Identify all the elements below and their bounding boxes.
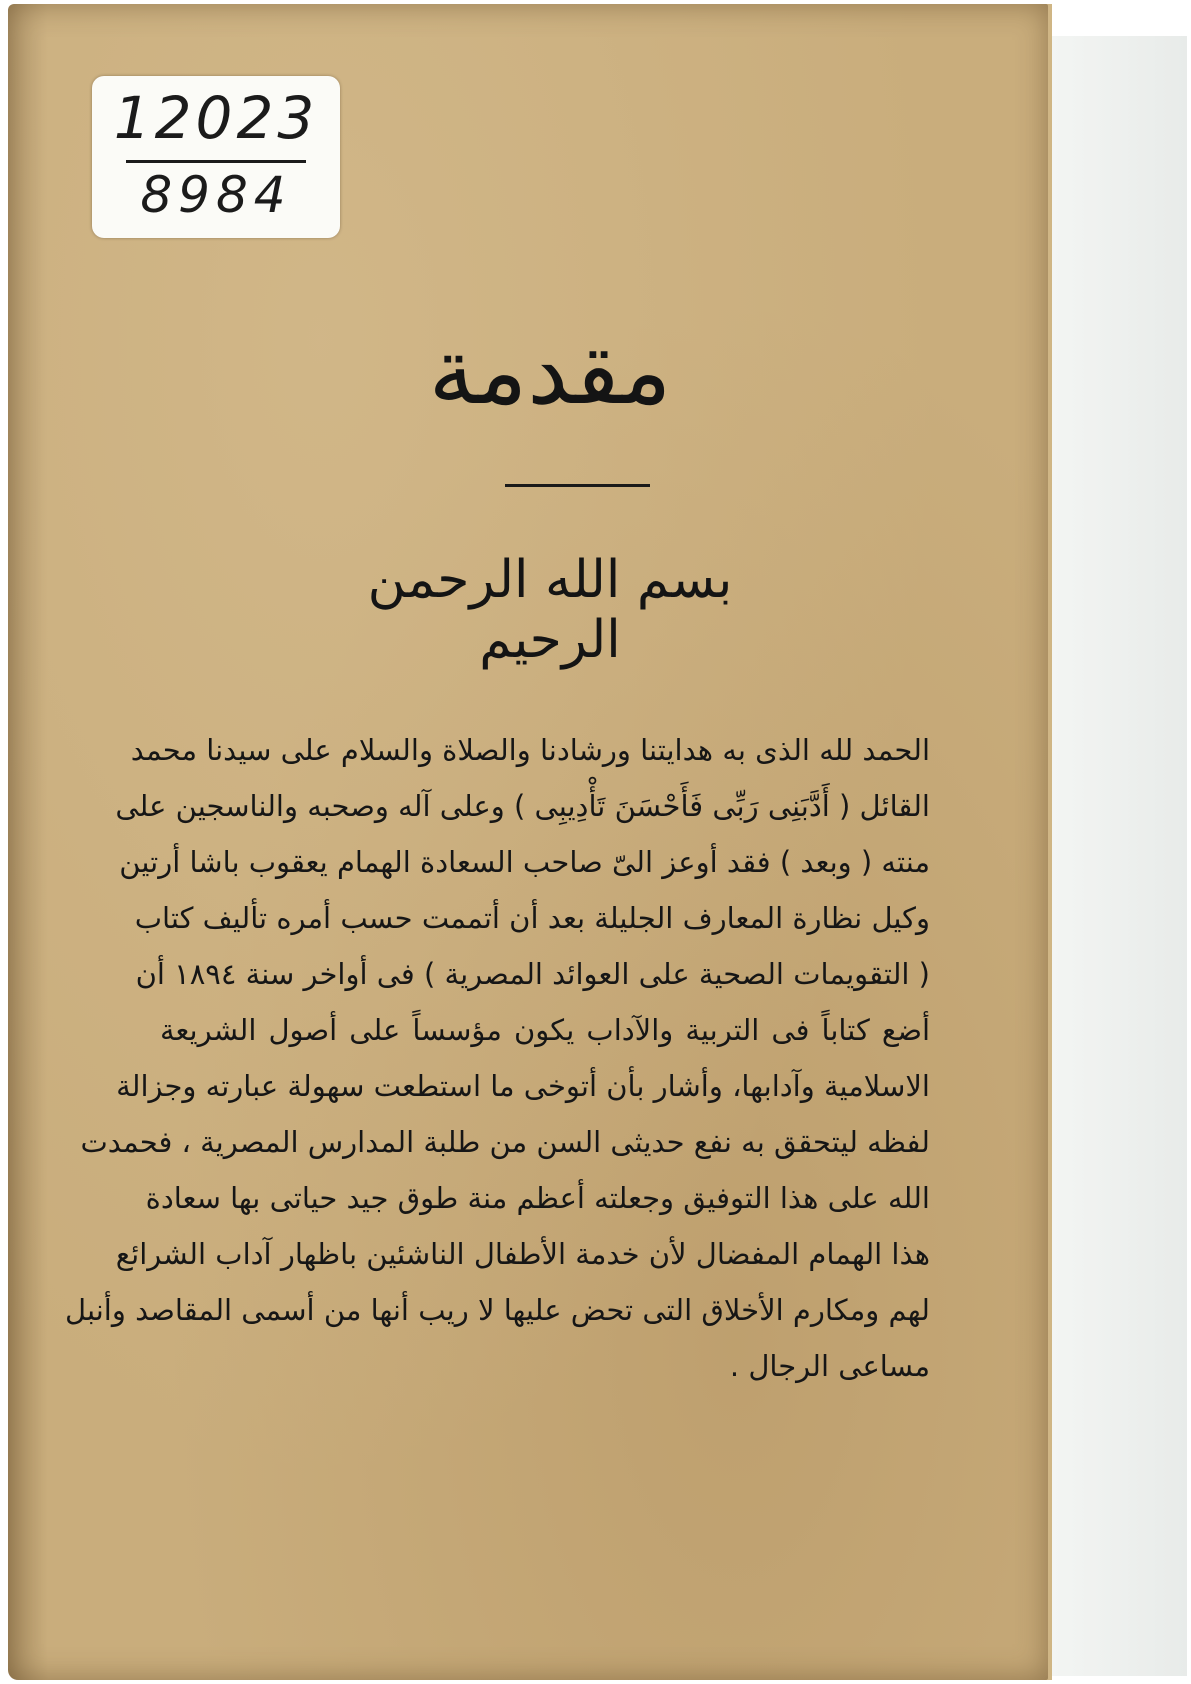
text-line: لهم ومكارم الأخلاق التى تحض عليها لا ريب أنها من أسمى المقاصد وأنبل <box>65 1293 930 1327</box>
text-line: هذا الهمام المفضال لأن خدمة الأطفال الناشئين باظهار آداب الشرائع <box>115 1237 930 1271</box>
title-divider <box>505 484 650 487</box>
shelf-mark-label <box>92 76 340 238</box>
body-text <box>65 722 930 1394</box>
text-line: أضع كتاباً فى التربية والآداب يكون مؤسساً على أصول الشريعة <box>160 1013 930 1047</box>
text-line: الاسلامية وآدابها، وأشار بأن أتوخى ما استطعت سهولة عبارته وجزالة <box>116 1069 930 1103</box>
text-line: الله على هذا التوفيق وجعلته أعظم منة طوق جيد حياتى بها سعادة <box>145 1181 930 1215</box>
text-line: وكيل نظارة المعارف الجليلة بعد أن أتممت حسب أمره تأليف كتاب <box>134 901 930 935</box>
text-line: منته ( وبعد ) فقد أوعز الىّ صاحب السعادة الهمام يعقوب باشا أرتين <box>119 845 930 879</box>
page-title: مقدمة <box>428 318 672 425</box>
text-line: مساعى الرجال . <box>729 1349 930 1383</box>
shelf-mark-top: 12023 <box>113 84 319 152</box>
text-line: الحمد لله الذى به هدايتنا ورشادنا والصلاة والسلام على سيدنا محمد <box>130 733 930 767</box>
text-line: لفظه ليتحقق به نفع حديثى السن من طلبة المدارس المصرية ، فحمدت <box>80 1125 930 1159</box>
text-line: ( التقويمات الصحية على العوائد المصرية ) فى أواخر سنة ١٨٩٤ أن <box>135 957 930 991</box>
shelf-mark-divider <box>126 160 306 163</box>
shelf-mark-bottom: 8984 <box>140 166 292 224</box>
basmala-line: بسم الله الرحمن الرحيم <box>367 550 733 670</box>
text-line: القائل ( أَدَّبَنِى رَبِّى فَأَحْسَنَ تَأْدِيبِى ) وعلى آله وصحبه والناسجين على <box>115 789 930 823</box>
